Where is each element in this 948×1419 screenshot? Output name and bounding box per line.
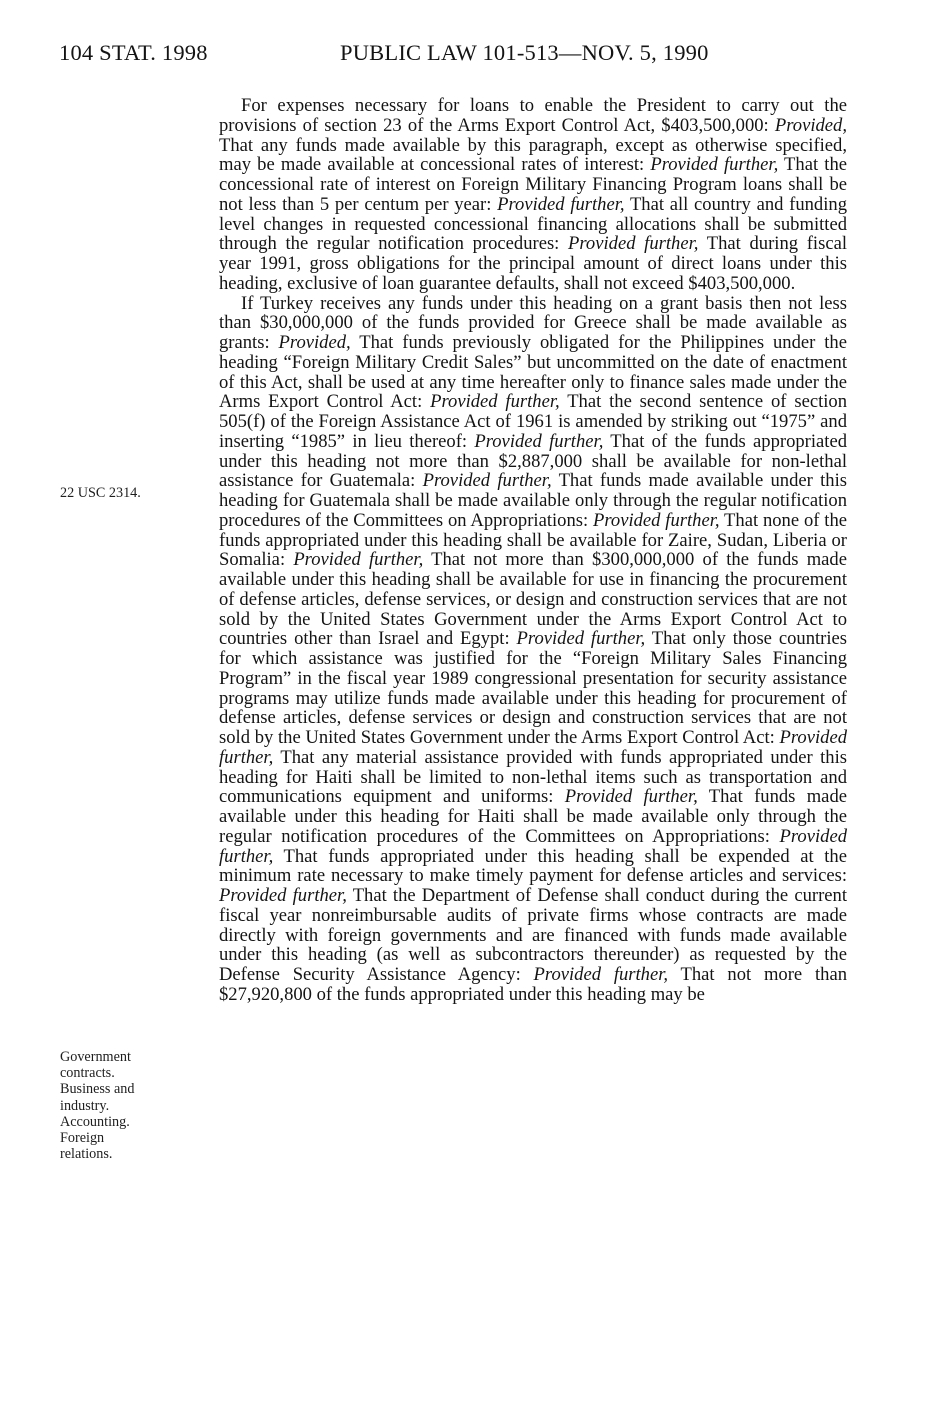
text-run: That funds appropriated under this heading shall be expended at the minimum rate necessary to make timely payment for defense articles and services: xyxy=(219,845,847,887)
margin-topic: relations. xyxy=(60,1146,113,1163)
page-reference: 104 STAT. 1998 xyxy=(59,40,208,65)
text-run: That any material assistance provided with funds appropriated under this heading for Haiti shall be limited to non-lethal items such as transportation and communications equipment and uniforms: xyxy=(219,746,847,808)
running-header xyxy=(59,40,889,74)
text-run: That not more than $300,000,000 of the funds made available under this heading shall be available for use in financing the procurement of defense articles, defense services, or design and construction services that are not sold by the United States Government under the Arms Export Control Act to countries other than Israel and Egypt: xyxy=(219,549,847,650)
text-run: That funds made available under this heading for Guatemala shall be made available only through the regular notification procedures of the Committees on Appropriations: xyxy=(219,470,847,531)
margin-note-topics xyxy=(60,1049,210,1162)
proviso-term: Provided further, xyxy=(593,509,720,531)
proviso-term: Provided further, xyxy=(430,391,560,413)
text-run: That not more than $27,920,800 of the funds appropriated under this heading may be xyxy=(219,964,847,1005)
proviso-term: Provided further, xyxy=(564,786,698,808)
text-run: That during fiscal year 1991, gross obligations for the principal amount of direct loans under this heading, exclusive of loan guarantee defaults, shall not exceed $403,500,000. xyxy=(219,233,847,294)
proviso-term: Provided further, xyxy=(533,964,669,985)
text-run: That none of the funds appropriated under this heading shall be available for Zaire, Sudan, Liberia or Somalia: xyxy=(219,509,847,571)
law-title: PUBLIC LAW 101-513—NOV. 5, 1990 xyxy=(340,40,709,65)
proviso-term: Provided further, xyxy=(568,233,699,255)
text-run: For expenses necessary for loans to enable the President to carry out the provisions of section 23 of the Arms Export Control Act, $403,500,000: xyxy=(219,95,847,136)
proviso-term: Provided further, xyxy=(497,193,625,215)
text-run: That only those countries for which assistance was justified for the “Foreign Military Sales Financing Program” in the fiscal year 1989 congressional presentation for security assistance programs may utilize funds made available under this heading for procurement of defense articles, defense services or design and construction services that are not sold by the United States Government under the Arms Export Control Act: xyxy=(219,628,848,748)
text-run: That any funds made available by this paragraph, except as otherwise specified, may be made available at concessional rates of interest: xyxy=(219,134,847,176)
text-run: That funds previously obligated for the Philippines under the heading “Foreign Military Credit Sales” but uncommitted on the date of enactment of this Act, shall be used at any time hereafter only to finance sales made under the Arms Export Control Act: xyxy=(219,332,847,413)
margin-topic: Government xyxy=(60,1049,131,1065)
proviso-term: Provided, xyxy=(278,332,351,353)
text-run: That the concessional rate of interest on Foreign Military Financing Program loans shall be not less than 5 per centum per year: xyxy=(219,154,848,215)
text-run: That the second sentence of section 505(f) of the Foreign Assistance Act of 1961 is amended by striking out “1975” and inserting “1985” in lieu thereof: xyxy=(219,391,848,452)
margin-topic: Foreign xyxy=(60,1130,105,1147)
margin-topic: Business and xyxy=(60,1081,135,1098)
proviso-term: Provided further, xyxy=(219,825,847,867)
paragraph-turkey-greece xyxy=(219,294,847,1005)
proviso-term: Provided further, xyxy=(650,154,779,176)
text-run: That all country and funding level changes in requested concessional financing allocations shall be submitted through the regular notification procedures: xyxy=(219,193,847,255)
proviso-term: Provided further, xyxy=(293,549,424,571)
proviso-term: Provided, xyxy=(774,114,847,136)
paragraph-loans xyxy=(219,96,847,294)
proviso-term: Provided further, xyxy=(219,727,847,768)
text-run: That of the funds appropriated under this heading not more than $2,887,000 shall be available for non-lethal assistance for Guatemala: xyxy=(219,430,848,492)
proviso-term: Provided further, xyxy=(219,885,347,906)
proviso-term: Provided further, xyxy=(422,470,552,492)
margin-topic: Accounting. xyxy=(60,1113,130,1130)
text-run: That funds made available under this heading for Haiti shall be made available only through the regular notification procedures of the Committees on Appropriations: xyxy=(219,786,847,847)
proviso-term: Provided further, xyxy=(516,628,646,650)
margin-note-usc-citation: 22 USC 2314. xyxy=(60,485,141,501)
proviso-term: Provided further, xyxy=(474,430,604,452)
margin-topic: contracts. xyxy=(60,1065,115,1082)
text-run: If Turkey receives any funds under this heading on a grant basis then not less than $30,000,000 of the funds provided for Greece shall be made available as grants: xyxy=(219,292,847,353)
text-run: That the Department of Defense shall conduct during the current fiscal year nonreimbursable audits of private firms whose contracts are made directly with foreign governments and are financed with funds made available under this heading (as well as subcontractors thereunder) as requested by the Defense Security Assistance Agency: xyxy=(219,885,847,985)
margin-topic: industry. xyxy=(60,1097,110,1114)
statute-body xyxy=(219,96,847,1005)
